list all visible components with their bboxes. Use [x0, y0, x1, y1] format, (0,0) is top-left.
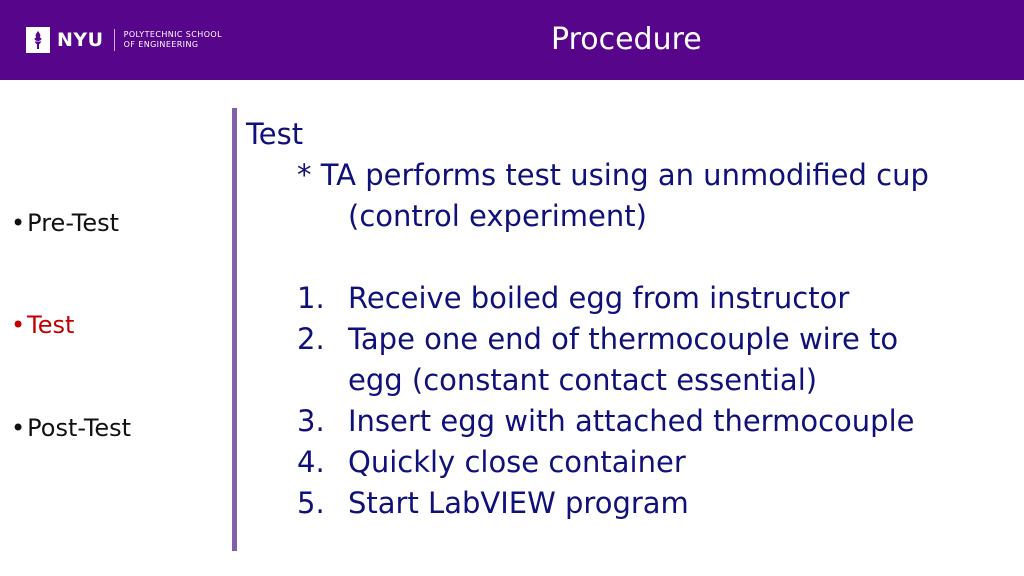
slide-title: Procedure — [551, 22, 702, 57]
note-line-2: (control experiment) — [348, 199, 647, 233]
torch-icon — [26, 27, 50, 53]
step-number: 5. — [297, 486, 325, 520]
nav-item-label: Post-Test — [27, 414, 132, 442]
nyu-logo — [26, 26, 222, 54]
nav-bullet: • — [11, 209, 26, 237]
note-line-1: * TA performs test using an unmodified cup — [297, 158, 929, 192]
step-number: 1. — [297, 281, 325, 315]
step-number: 4. — [297, 445, 325, 479]
step-number: 2. — [297, 322, 325, 356]
nav-item-pre-test — [11, 208, 119, 238]
nav-item-label: Test — [27, 311, 75, 339]
step-text: Receive boiled egg from instructor — [348, 281, 850, 315]
step-text: Insert egg with attached thermocouple — [348, 404, 915, 438]
school-line-1: POLYTECHNIC SCHOOL — [123, 30, 222, 39]
step-text-continued: egg (constant contact essential) — [348, 363, 818, 397]
nav-bullet: • — [11, 311, 26, 339]
school-name — [124, 30, 222, 50]
step-number: 3. — [297, 404, 325, 438]
step-text: Quickly close container — [348, 445, 686, 479]
step-text: Start LabVIEW program — [348, 486, 689, 520]
logo-divider — [114, 29, 115, 51]
school-line-2: OF ENGINEERING — [123, 40, 199, 49]
step-text: Tape one end of thermocouple wire to — [348, 322, 899, 356]
nav-bullet: • — [11, 414, 26, 442]
vertical-divider — [232, 108, 237, 551]
content-heading: Test — [246, 117, 304, 151]
nav-item-test — [11, 310, 74, 340]
nav-item-label: Pre-Test — [27, 209, 120, 237]
nav-item-post-test — [11, 413, 131, 443]
header-bar — [0, 0, 1024, 80]
nyu-wordmark: NYU — [57, 29, 104, 51]
